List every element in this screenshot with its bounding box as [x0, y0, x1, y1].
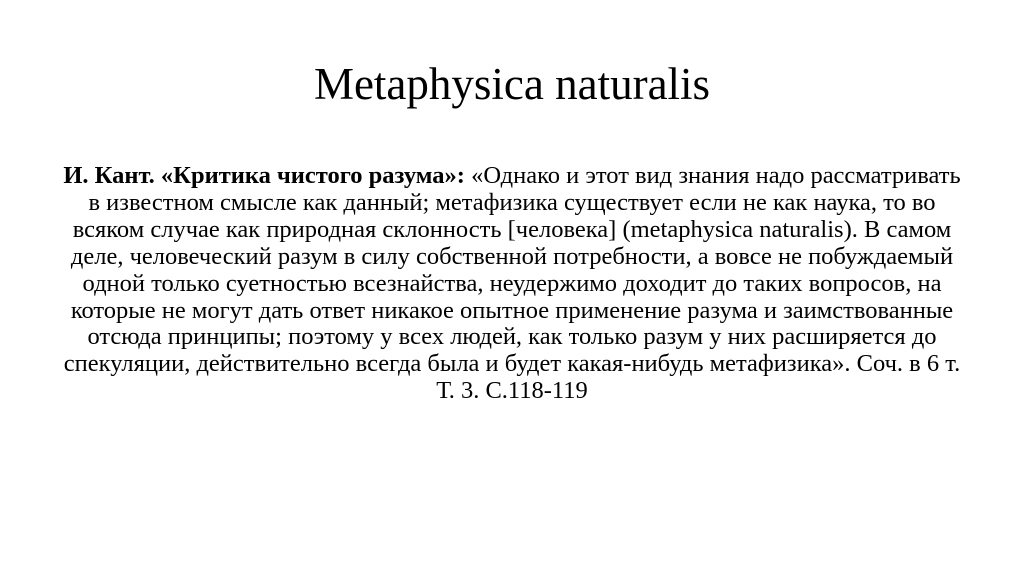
quote-paragraph	[58, 163, 966, 405]
quote-text: «Однако и этот вид знания надо рассматривать в известном смысле как данный; метафизика существует если не как наука, то во всяком случае как природная склонность [человека] (metaphysica naturalis). В самом деле, человеческий разум в силу собственной потребности, а вовсе не побуждаемый одной только суетностью всезнайства, неудержимо доходит до таких вопросов, на которые не могут дать ответ никакое опытное применение разума и заимствованные отсюда принципы; поэтому у всех людей, как только разум у них расширяется до спекуляции, действительно всегда была и будет какая-нибудь метафизика». Соч. в 6 т. Т. 3. С.118-119	[63, 162, 961, 405]
quote-source: И. Кант. «Критика чистого разума»:	[63, 162, 465, 189]
slide-title: Metaphysica naturalis	[313, 59, 711, 109]
